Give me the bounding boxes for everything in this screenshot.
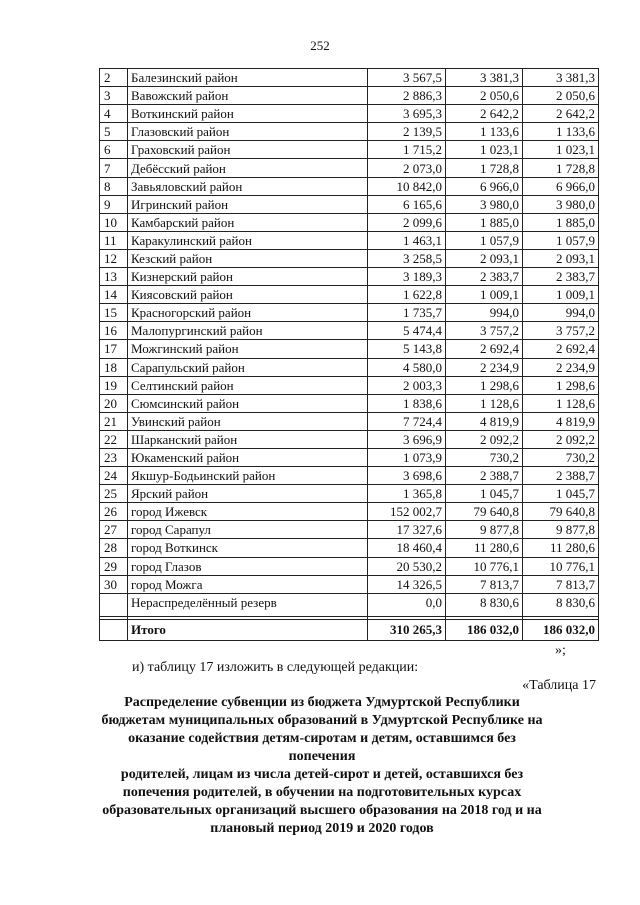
row-number: 6: [100, 141, 128, 159]
row-value-2018: 152 002,7: [368, 503, 446, 521]
row-value-2020: 2 234,9: [523, 358, 599, 376]
row-number: 3: [100, 87, 128, 105]
row-name: город Сарапул: [128, 521, 368, 539]
row-name: Селтинский район: [128, 376, 368, 394]
row-number: 20: [100, 394, 128, 412]
row-value-2018: 3 258,5: [368, 249, 446, 267]
table-row: [100, 322, 599, 340]
row-value-2020: 2 383,7: [523, 268, 599, 286]
row-value-2018: 1 715,2: [368, 141, 446, 159]
row-value-2019: 2 388,7: [446, 467, 523, 485]
row-value-2019: 3 980,0: [446, 195, 523, 213]
row-value-2019: 3 757,2: [446, 322, 523, 340]
row-name: Увинский район: [128, 412, 368, 430]
row-value-2020: 1 133,6: [523, 123, 599, 141]
row-value-2018: 3 189,3: [368, 268, 446, 286]
row-name: город Можга: [128, 575, 368, 593]
row-name: Сарапульский район: [128, 358, 368, 376]
row-name: Сюмсинский район: [128, 394, 368, 412]
heading-line: оказание содействия детям-сиротам и детям, оставшимся без попечения: [128, 731, 516, 764]
row-number: 27: [100, 521, 128, 539]
row-number: 2: [100, 69, 128, 87]
table-row: [100, 521, 599, 539]
table-row: [100, 249, 599, 267]
row-number: 26: [100, 503, 128, 521]
closing-quote: »;: [555, 643, 566, 658]
row-number: 13: [100, 268, 128, 286]
row-number: 22: [100, 430, 128, 448]
row-value-2018: 20 530,2: [368, 557, 446, 575]
heading-line: образовательных организаций высшего образования на 2018 год и на: [102, 803, 542, 818]
row-name: Кезский район: [128, 249, 368, 267]
row-value-2019: 7 813,7: [446, 575, 523, 593]
row-value-2020: 1 885,0: [523, 213, 599, 231]
row-value-2020: 6 966,0: [523, 177, 599, 195]
table-row: [100, 412, 599, 430]
table-row: [100, 394, 599, 412]
table-row: [100, 87, 599, 105]
row-value-2020: 2 050,6: [523, 87, 599, 105]
row-value-2020: 1 128,6: [523, 394, 599, 412]
table-row: [100, 141, 599, 159]
row-name: Камбарский район: [128, 213, 368, 231]
row-name: Малопургинский район: [128, 322, 368, 340]
row-value-2020: 1 009,1: [523, 286, 599, 304]
row-name: Можгинский район: [128, 340, 368, 358]
row-value-2020: 7 813,7: [523, 575, 599, 593]
row-value-2020: 730,2: [523, 448, 599, 466]
row-value-2019: 2 050,6: [446, 87, 523, 105]
row-value-2019: 994,0: [446, 304, 523, 322]
row-value-2020: 2 642,2: [523, 105, 599, 123]
table-row: [100, 177, 599, 195]
row-value-2019: 1 885,0: [446, 213, 523, 231]
row-value-2018: 1 073,9: [368, 448, 446, 466]
row-value-2019: 79 640,8: [446, 503, 523, 521]
table-body: [100, 69, 599, 641]
row-value-2020: 1 023,1: [523, 141, 599, 159]
row-value-2018: 1 622,8: [368, 286, 446, 304]
row-value-2018: 3 695,3: [368, 105, 446, 123]
row-name: Красногорский район: [128, 304, 368, 322]
intro-text: и) таблицу 17 изложить в следующей редакции:: [132, 660, 419, 675]
row-number: 28: [100, 539, 128, 557]
heading-line: Распределение субвенции из бюджета Удмуртской Республики: [124, 695, 520, 710]
row-value-2018: 7 724,4: [368, 412, 446, 430]
table-row: [100, 340, 599, 358]
row-name: Завьяловский район: [128, 177, 368, 195]
row-value-2018: 6 165,6: [368, 195, 446, 213]
row-value-2019: 730,2: [446, 448, 523, 466]
row-value-2018: 2 073,0: [368, 159, 446, 177]
table-row: [100, 575, 599, 593]
row-number: 7: [100, 159, 128, 177]
row-value-2019: 1 045,7: [446, 485, 523, 503]
row-number: 15: [100, 304, 128, 322]
table-row: [100, 304, 599, 322]
reserve-name: Нераспределённый резерв: [128, 593, 368, 616]
row-value-2019: 9 877,8: [446, 521, 523, 539]
row-number: 24: [100, 467, 128, 485]
row-value-2018: 14 326,5: [368, 575, 446, 593]
row-number: 4: [100, 105, 128, 123]
table-row: [100, 539, 599, 557]
heading-line: родителей, лицам из числа детей-сирот и детей, оставшихся без: [120, 767, 524, 782]
row-number: 23: [100, 448, 128, 466]
table-row: [100, 286, 599, 304]
row-value-2018: 2 886,3: [368, 87, 446, 105]
row-value-2019: 1 128,6: [446, 394, 523, 412]
row-value-2019: 11 280,6: [446, 539, 523, 557]
page-number: 252: [310, 38, 330, 53]
row-name: Якшур-Бодьинский район: [128, 467, 368, 485]
row-value-2020: 1 057,9: [523, 231, 599, 249]
row-value-2018: 3 696,9: [368, 430, 446, 448]
row-value-2019: 4 819,9: [446, 412, 523, 430]
table-row: [100, 485, 599, 503]
row-value-2018: 18 460,4: [368, 539, 446, 557]
table-row: [100, 105, 599, 123]
row-name: Глазовский район: [128, 123, 368, 141]
row-value-2018: 3 567,5: [368, 69, 446, 87]
row-value-2018: 1 365,8: [368, 485, 446, 503]
row-value-2018: 1 735,7: [368, 304, 446, 322]
table-row: [100, 430, 599, 448]
row-name: Игринский район: [128, 195, 368, 213]
row-value-2018: 1 463,1: [368, 231, 446, 249]
row-name: город Воткинск: [128, 539, 368, 557]
row-value-2018: 1 838,6: [368, 394, 446, 412]
total-value-2019: 186 032,0: [446, 619, 523, 640]
row-value-2020: 10 776,1: [523, 557, 599, 575]
table-row: [100, 159, 599, 177]
row-value-2020: 2 092,2: [523, 430, 599, 448]
row-number: 16: [100, 322, 128, 340]
row-name: город Глазов: [128, 557, 368, 575]
row-value-2018: 2 139,5: [368, 123, 446, 141]
table-row: [100, 467, 599, 485]
row-value-2018: 2 099,6: [368, 213, 446, 231]
reserve-value-2018: 0,0: [368, 593, 446, 616]
row-name: Воткинский район: [128, 105, 368, 123]
row-value-2020: 1 728,8: [523, 159, 599, 177]
row-value-2019: 2 642,2: [446, 105, 523, 123]
row-value-2018: 3 698,6: [368, 467, 446, 485]
table-row: [100, 503, 599, 521]
row-name: Граховский район: [128, 141, 368, 159]
table-row: [100, 268, 599, 286]
total-row: [100, 619, 599, 640]
row-number: 29: [100, 557, 128, 575]
table-row: [100, 195, 599, 213]
table-row: [100, 123, 599, 141]
row-number: 14: [100, 286, 128, 304]
heading-line: попечения родителей, в обучении на подготовительных курсах: [122, 785, 522, 800]
row-name: Киясовский район: [128, 286, 368, 304]
row-number: 25: [100, 485, 128, 503]
row-name: Ярский район: [128, 485, 368, 503]
row-name: Каракулинский район: [128, 231, 368, 249]
row-value-2020: 4 819,9: [523, 412, 599, 430]
row-value-2019: 2 093,1: [446, 249, 523, 267]
row-number: 8: [100, 177, 128, 195]
row-value-2020: 3 381,3: [523, 69, 599, 87]
row-value-2018: 2 003,3: [368, 376, 446, 394]
row-name: Шарканский район: [128, 430, 368, 448]
row-value-2019: 1 009,1: [446, 286, 523, 304]
reserve-value-2019: 8 830,6: [446, 593, 523, 616]
row-value-2019: 2 383,7: [446, 268, 523, 286]
table-label: «Таблица 17: [522, 678, 596, 693]
row-value-2020: 2 692,4: [523, 340, 599, 358]
row-number: 11: [100, 231, 128, 249]
row-number: 17: [100, 340, 128, 358]
row-name: город Ижевск: [128, 503, 368, 521]
table-row: [100, 448, 599, 466]
row-value-2018: 10 842,0: [368, 177, 446, 195]
row-value-2019: 1 133,6: [446, 123, 523, 141]
row-value-2019: 6 966,0: [446, 177, 523, 195]
row-value-2018: 4 580,0: [368, 358, 446, 376]
row-value-2020: 11 280,6: [523, 539, 599, 557]
row-value-2019: 1 728,8: [446, 159, 523, 177]
row-number: 18: [100, 358, 128, 376]
row-number: 30: [100, 575, 128, 593]
heading-line: плановый период 2019 и 2020 годов: [210, 821, 434, 836]
table-row: [100, 557, 599, 575]
table-row: [100, 69, 599, 87]
table-row: [100, 358, 599, 376]
row-name: Дебёсский район: [128, 159, 368, 177]
row-value-2018: 5 474,4: [368, 322, 446, 340]
row-value-2018: 5 143,8: [368, 340, 446, 358]
row-value-2020: 79 640,8: [523, 503, 599, 521]
row-value-2019: 2 692,4: [446, 340, 523, 358]
row-value-2020: 1 298,6: [523, 376, 599, 394]
row-value-2020: 1 045,7: [523, 485, 599, 503]
row-value-2019: 1 298,6: [446, 376, 523, 394]
table-heading: [96, 694, 548, 838]
row-value-2019: 10 776,1: [446, 557, 523, 575]
row-number: 19: [100, 376, 128, 394]
row-value-2020: 9 877,8: [523, 521, 599, 539]
row-number: 9: [100, 195, 128, 213]
total-value-2020: 186 032,0: [523, 619, 599, 640]
total-label: Итого: [128, 619, 368, 640]
reserve-value-2020: 8 830,6: [523, 593, 599, 616]
table-row: [100, 376, 599, 394]
table-row: [100, 231, 599, 249]
row-name: Вавожский район: [128, 87, 368, 105]
row-value-2018: 17 327,6: [368, 521, 446, 539]
row-value-2020: 3 980,0: [523, 195, 599, 213]
row-name: Кизнерский район: [128, 268, 368, 286]
row-number: 5: [100, 123, 128, 141]
row-value-2020: 2 388,7: [523, 467, 599, 485]
row-number: 10: [100, 213, 128, 231]
row-value-2019: 1 023,1: [446, 141, 523, 159]
row-value-2019: 2 234,9: [446, 358, 523, 376]
heading-line: бюджетам муниципальных образований в Удмуртской Республике на: [101, 713, 543, 728]
reserve-row: [100, 593, 599, 616]
table-row: [100, 213, 599, 231]
row-value-2020: 3 757,2: [523, 322, 599, 340]
row-value-2019: 3 381,3: [446, 69, 523, 87]
row-number: 21: [100, 412, 128, 430]
row-name: Юкаменский район: [128, 448, 368, 466]
row-value-2020: 2 093,1: [523, 249, 599, 267]
row-value-2019: 1 057,9: [446, 231, 523, 249]
total-value-2018: 310 265,3: [368, 619, 446, 640]
row-number: 12: [100, 249, 128, 267]
row-number-empty: [100, 619, 128, 640]
row-value-2020: 994,0: [523, 304, 599, 322]
row-name: Балезинский район: [128, 69, 368, 87]
subvention-table: [99, 68, 599, 641]
row-value-2019: 2 092,2: [446, 430, 523, 448]
row-number-empty: [100, 593, 128, 616]
